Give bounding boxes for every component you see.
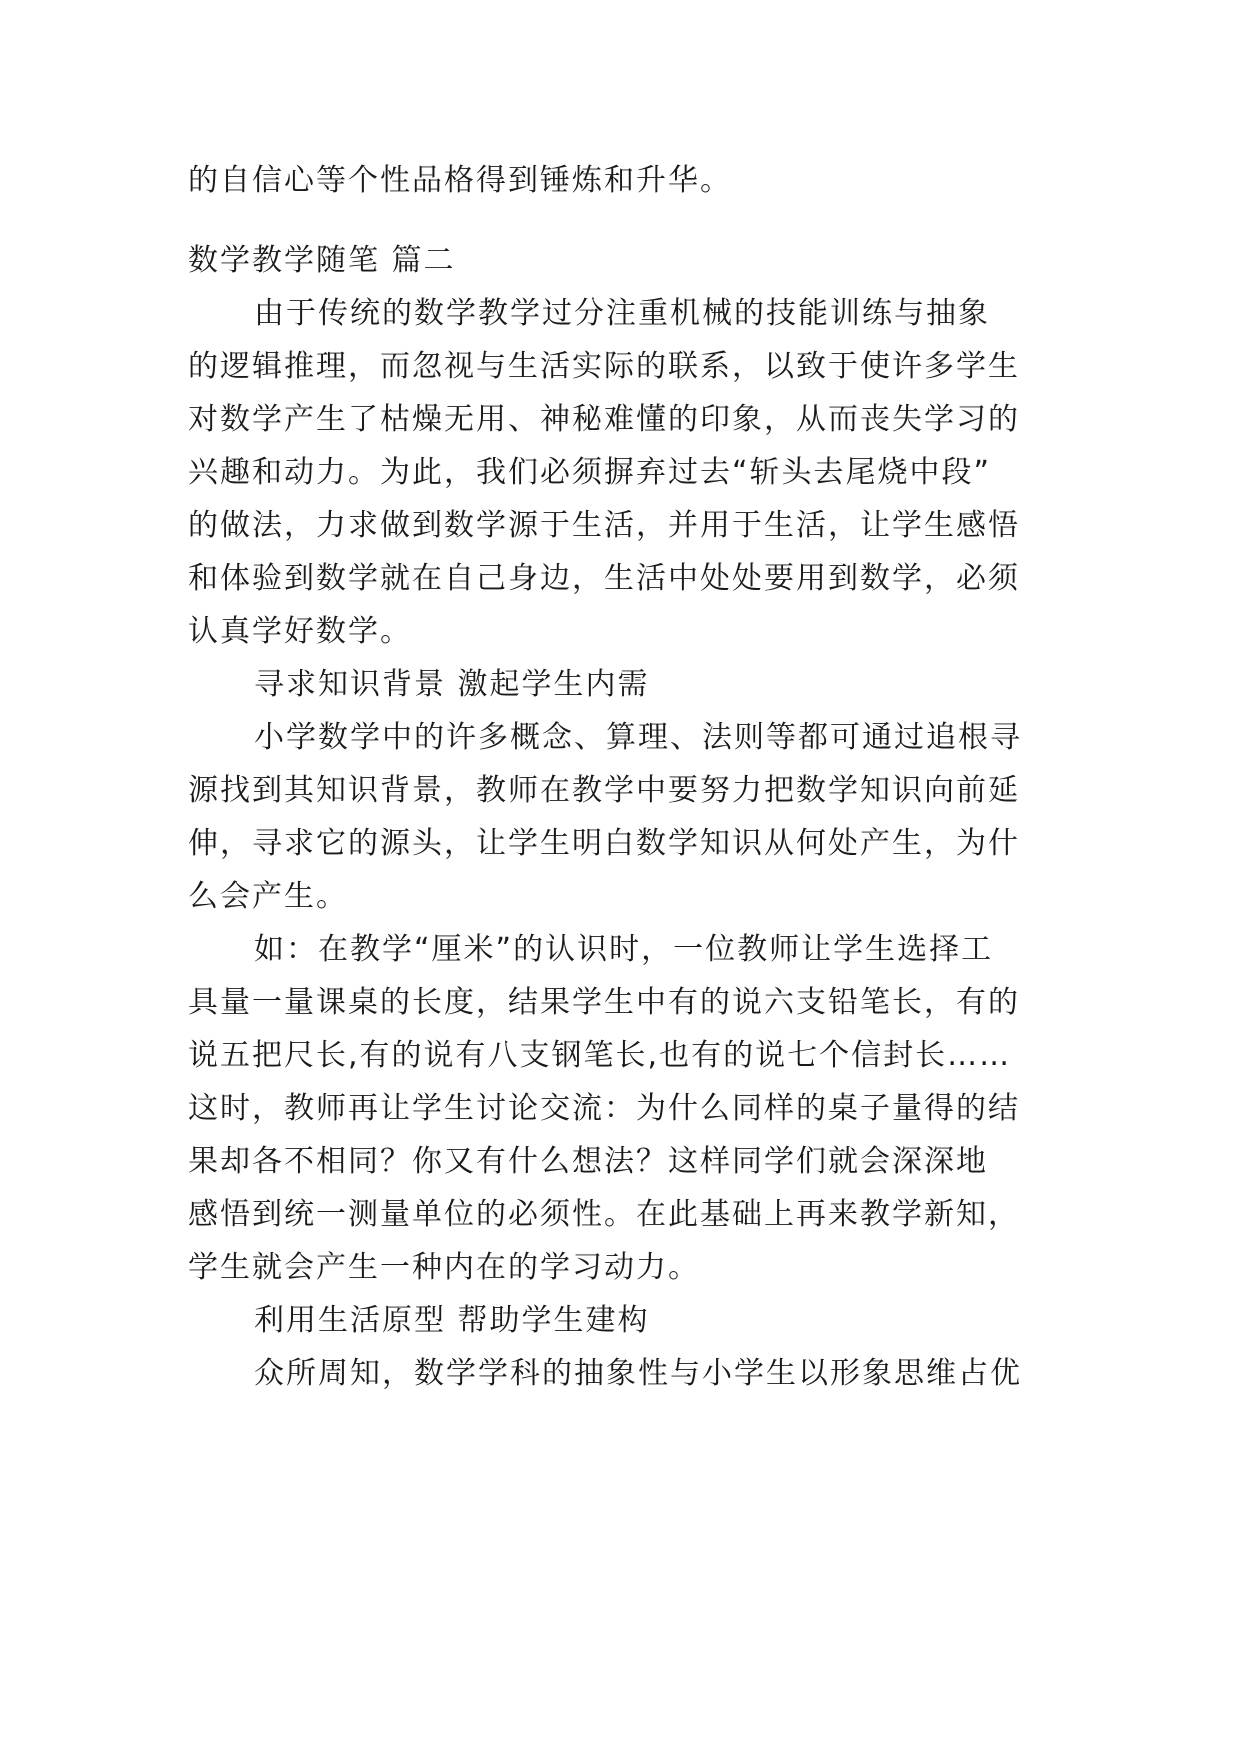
text-line: 说五把尺长,有的说有八支钢笔长,也有的说七个信封长……: [188, 1038, 1012, 1073]
text-line: 这时，教师再让学生讨论交流：为什么同样的桌子量得的结: [188, 1091, 1020, 1126]
text-line: 的自信心等个性品格得到锤炼和升华。: [188, 163, 732, 198]
text-line: 源找到其知识背景，教师在教学中要努力把数学知识向前延: [188, 773, 1020, 808]
text-line: 的做法，力求做到数学源于生活，并用于生活，让学生感悟: [188, 508, 1020, 543]
text-line: 么会产生。: [188, 879, 348, 914]
paragraph-gap: [188, 207, 1068, 234]
section-heading: 数学教学随笔 篇二: [188, 243, 456, 278]
text-line: 和体验到数学就在自己身边，生活中处处要用到数学，必须: [188, 561, 1020, 596]
text-line: 由于传统的数学教学过分注重机械的技能训练与抽象: [254, 296, 990, 331]
text-line: 的逻辑推理，而忽视与生活实际的联系，以致于使许多学生: [188, 349, 1020, 384]
text-line: 寻求知识背景 激起学生内需: [254, 667, 650, 702]
text-line: 伸，寻求它的源头，让学生明白数学知识从何处产生，为什: [188, 826, 1020, 861]
text-line: 具量一量课桌的长度，结果学生中有的说六支铅笔长，有的: [188, 985, 1020, 1020]
text-line: 如：在教学“厘米”的认识时，一位教师让学生选择工: [254, 932, 994, 967]
text-line: 对数学产生了枯燥无用、神秘难懂的印象，从而丧失学习的: [188, 402, 1020, 437]
text-line: 学生就会产生一种内在的学习动力。: [188, 1250, 700, 1285]
text-line: 众所周知，数学学科的抽象性与小学生以形象思维占优: [254, 1356, 1022, 1391]
text-line: 认真学好数学。: [188, 614, 412, 649]
text-line: 果却各不相同？你又有什么想法？这样同学们就会深深地: [188, 1144, 988, 1179]
text-line: 利用生活原型 帮助学生建构: [254, 1303, 650, 1338]
text-line: 感悟到统一测量单位的必须性。在此基础上再来教学新知，: [188, 1197, 1020, 1232]
text-line: 小学数学中的许多概念、算理、法则等都可通过追根寻: [254, 720, 1022, 755]
text-line: 兴趣和动力。为此，我们必须摒弃过去“斩头去尾烧中段”: [188, 455, 992, 490]
document-body: [188, 154, 1068, 1400]
